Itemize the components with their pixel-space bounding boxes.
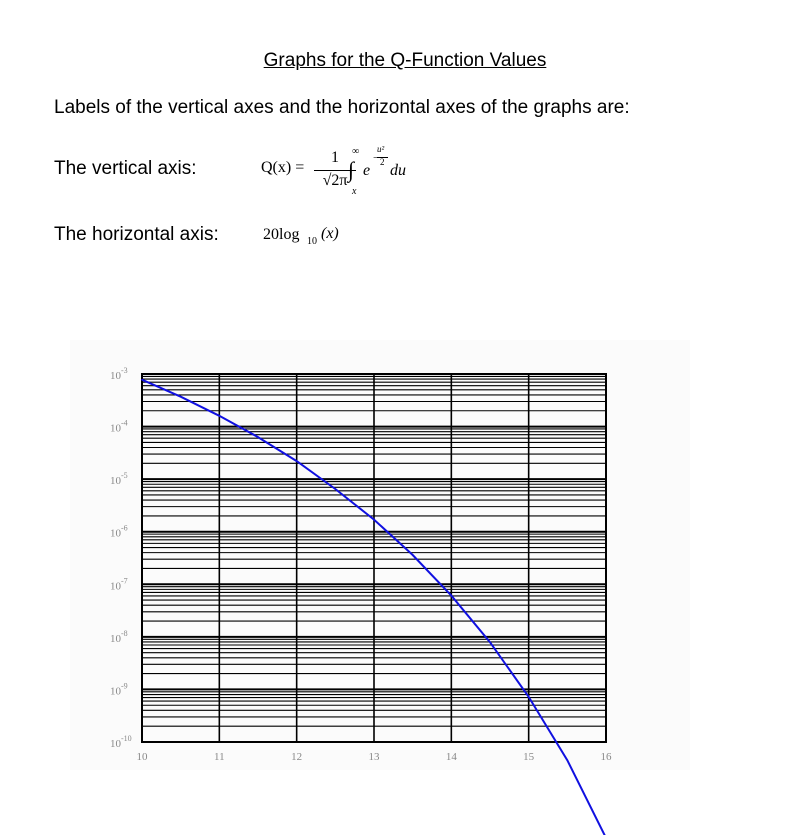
y-tick-label: $10^{-3}$	[110, 366, 128, 382]
series-point	[528, 696, 530, 698]
y-tick-label: $10^{-7}$	[110, 576, 128, 593]
vertical-axis-label: The vertical axis:	[54, 158, 197, 179]
formula-lhs: Q(x) =	[261, 159, 305, 176]
x-tick-label: 15	[523, 751, 535, 763]
series-point	[141, 379, 143, 381]
series-point	[335, 488, 337, 490]
series-point	[451, 595, 453, 597]
series-point	[412, 554, 414, 556]
y-tick-label: $10^{-6}$	[110, 523, 128, 540]
log-subscript: 10	[307, 236, 317, 247]
exponential-base: e	[363, 162, 371, 179]
y-tick-label: $10^{-8}$	[110, 628, 128, 645]
log-prefix: 20log	[263, 226, 300, 243]
y-tick-label: $10^{-4}$	[110, 418, 128, 435]
x-tick-label: 13	[368, 751, 380, 763]
series-point	[219, 415, 221, 417]
x-tick-label: 12	[291, 751, 303, 763]
exponent-denominator: 2	[380, 157, 385, 167]
formula-differential: du	[390, 162, 406, 179]
formula-numerator: 1	[331, 149, 339, 166]
x-tick-label: 14	[445, 751, 457, 763]
x-tick-label: 11	[214, 751, 225, 763]
exponent-numerator: u²	[377, 144, 385, 154]
integral-upper-limit: ∞	[352, 146, 360, 157]
series-point	[489, 641, 491, 643]
series-point	[257, 436, 259, 438]
series-point	[373, 519, 375, 521]
page-title: Graphs for the Q-Function Values	[263, 50, 547, 71]
y-tick-label: $10^{-5}$	[110, 471, 128, 488]
y-tick-label: $10^{-10}$	[110, 734, 132, 750]
formula-denominator: √2π	[322, 172, 348, 189]
horizontal-axis-label: The horizontal axis:	[54, 224, 219, 245]
exponent-sign: −	[373, 152, 380, 164]
x-tick-label: 10	[136, 751, 148, 763]
log-argument: (x)	[321, 225, 339, 242]
x-tick-label: 16	[600, 751, 612, 763]
series-point	[296, 460, 298, 462]
y-tick-label: $10^{-9}$	[110, 681, 128, 698]
intro-text: Labels of the vertical axes and the horizontal axes of the graphs are:	[54, 97, 630, 118]
integral-sign: ∫	[348, 157, 355, 182]
integral-lower-limit: x	[352, 186, 357, 197]
series-point	[567, 759, 569, 761]
series-point	[180, 396, 182, 398]
